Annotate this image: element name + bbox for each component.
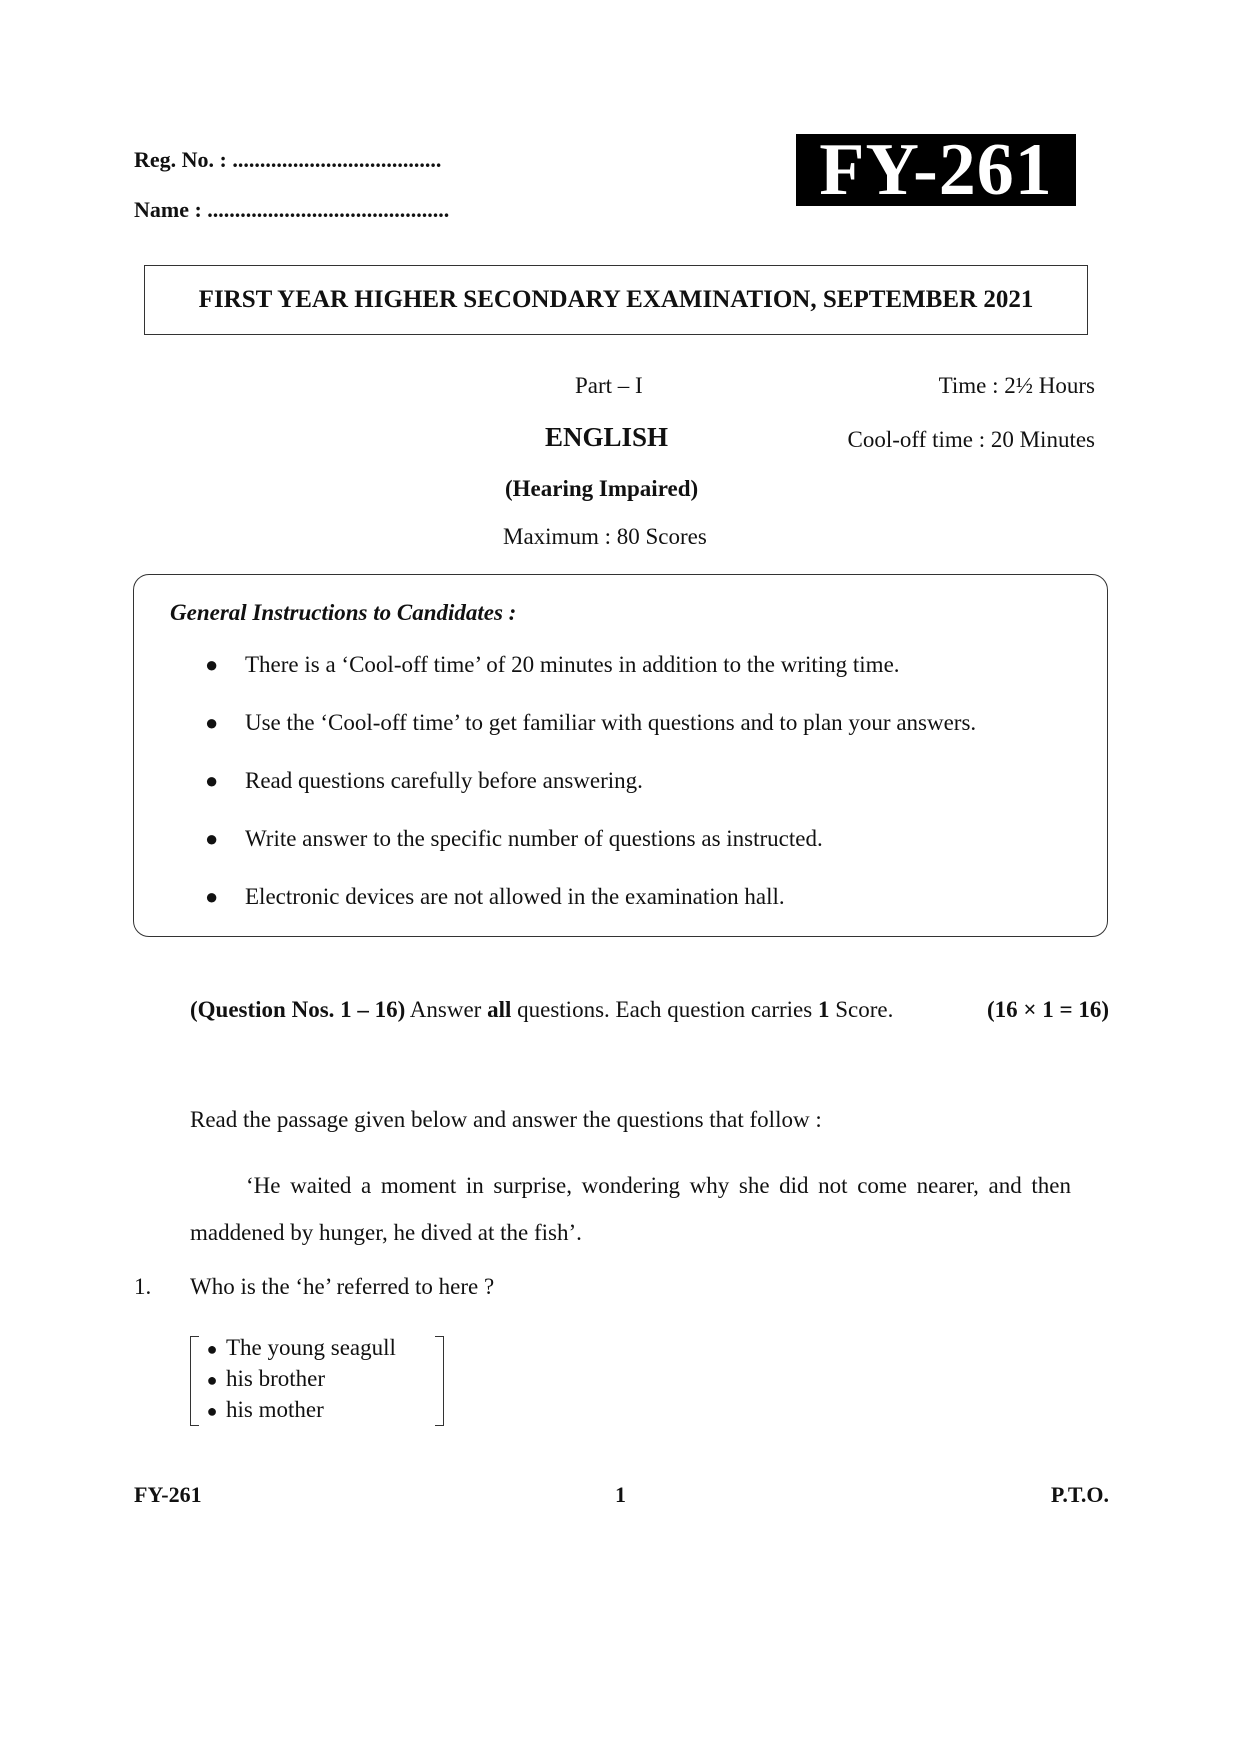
passage-intro: Read the passage given below and answer the questions that follow : bbox=[190, 1107, 822, 1132]
name-field: Name : ............................................ bbox=[134, 197, 450, 222]
bullet-icon: ● bbox=[205, 884, 219, 909]
page-number: 1 bbox=[615, 1482, 626, 1507]
reg-no-field: Reg. No. : ...................................... bbox=[134, 147, 442, 172]
time-label: Time : 2½ Hours bbox=[938, 373, 1095, 398]
section-marks: (16 × 1 = 16) bbox=[986, 997, 1109, 1022]
bullet-icon: ● bbox=[205, 710, 219, 735]
question-text: Who is the ‘he’ referred to here ? bbox=[190, 1274, 495, 1299]
section-text-b: questions. Each question carries bbox=[511, 997, 818, 1022]
max-score-label: Maximum : 80 Scores bbox=[503, 524, 707, 549]
exam-title-text: FIRST YEAR HIGHER SECONDARY EXAMINATION, SEPTEMBER 2021 bbox=[198, 286, 1034, 313]
category-label: (Hearing Impaired) bbox=[505, 476, 699, 501]
instruction-text: Use the ‘Cool-off time’ to get familiar with questions and to plan your answers. bbox=[245, 710, 977, 735]
option-list bbox=[198, 1332, 396, 1425]
cool-off-label: Cool-off time : 20 Minutes bbox=[847, 427, 1095, 452]
option-item bbox=[198, 1332, 396, 1363]
part-label: Part – I bbox=[575, 373, 643, 398]
instructions-title: General Instructions to Candidates : bbox=[170, 600, 517, 625]
instruction-text: Read questions carefully before answering. bbox=[245, 768, 643, 793]
instruction-text: Electronic devices are not allowed in the examination hall. bbox=[245, 884, 785, 909]
option-text: The young seagull bbox=[226, 1335, 396, 1360]
instruction-text: There is a ‘Cool-off time’ of 20 minutes in addition to the writing time. bbox=[245, 652, 900, 677]
subject-title: ENGLISH bbox=[545, 422, 669, 452]
section-all: all bbox=[487, 997, 512, 1022]
question-range: (Question Nos. 1 – 16) bbox=[190, 997, 406, 1022]
exam-title bbox=[144, 265, 1088, 335]
section-text-c: Score. bbox=[829, 997, 894, 1022]
instruction-item bbox=[205, 766, 976, 824]
bullet-icon: ● bbox=[206, 1401, 218, 1421]
bullet-icon: ● bbox=[205, 826, 219, 851]
bullet-icon: ● bbox=[206, 1370, 218, 1390]
paper-code-badge: FY-261 bbox=[796, 134, 1076, 206]
option-text: his brother bbox=[226, 1366, 326, 1391]
answer-options bbox=[190, 1336, 444, 1424]
option-item bbox=[198, 1363, 396, 1394]
question-number: 1. bbox=[134, 1274, 152, 1299]
instruction-item bbox=[205, 882, 976, 940]
instruction-item bbox=[205, 650, 976, 708]
footer-code: FY-261 bbox=[134, 1482, 202, 1507]
bullet-icon: ● bbox=[205, 768, 219, 793]
right-bracket bbox=[435, 1336, 444, 1426]
option-item bbox=[198, 1394, 396, 1425]
section-instruction bbox=[190, 997, 893, 1023]
bullet-icon: ● bbox=[205, 652, 219, 677]
instruction-item bbox=[205, 708, 976, 766]
instruction-item bbox=[205, 824, 976, 882]
section-score: 1 bbox=[817, 997, 830, 1022]
instruction-text: Write answer to the specific number of questions as instructed. bbox=[245, 826, 823, 851]
bullet-icon: ● bbox=[206, 1339, 218, 1359]
option-text: his mother bbox=[226, 1397, 324, 1422]
pto-label: P.T.O. bbox=[1050, 1482, 1109, 1507]
passage-text: ‘He waited a moment in surprise, wondering why she did not come nearer, and then maddened by hunger, he dived at the fish’. bbox=[190, 1173, 1071, 1245]
instructions-list bbox=[205, 650, 976, 940]
section-text-a: Answer bbox=[405, 997, 488, 1022]
